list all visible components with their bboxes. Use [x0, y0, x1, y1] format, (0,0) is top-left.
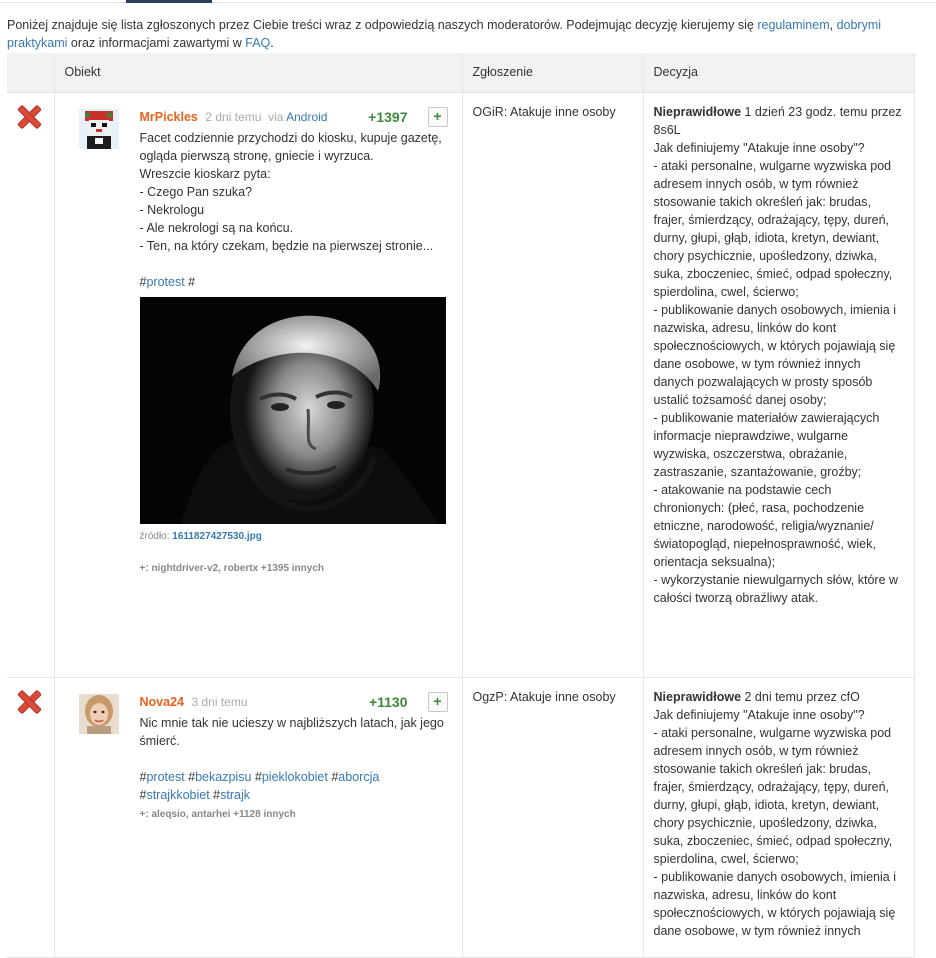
tag-link[interactable]: aborcja — [338, 769, 380, 784]
report-reason: OGiR: Atakuje inne osoby — [472, 104, 616, 119]
top-tabs-border — [0, 0, 936, 3]
decision-status: Nieprawidłowe — [653, 104, 742, 119]
decision-text: Jak definiujemy "Atakuje inne osoby"? - ataki personalne, wulgarne wyzwiska pod adresem innych osób, w tym również stosowanie takich określeń jak: brudas, frajer, śmierdzący, odrażający, tępy, dureń, durny, głupi, głąb, idiota, kretyn, dewiant, chory psychicznie, upośledzony, dziwka, suka, zboczeniec, śmieć, odpad społeczny, spierdolina, cwel, ścierwo; - publikowanie danych osobowych, imienia i nazwiska, adresu, linków do kont społecznościowych, w których pojawiają się dane osobowe, w tym również innych danych pozwalających w prosty sposób ustalić tożsamość danej osoby; - publikowanie materiałów zawierających informacje nieprawdziwe, wulgarne wyzwiska, oszczerstwa, obrażanie, zastraszanie, szantażowanie, groźby; - atakowanie na podstawie cech chronionych: (płeć, rasa, pochodzenie etniczne, narodowość, religia/wyznanie/ światopogląd, niepełnosprawność, wiek, orientacja seksualna); - wykorzystanie niewulgarnych słów, które w całości tworzą obraźliwy atak. — [653, 140, 899, 605]
decision-cell — [643, 677, 914, 957]
reject-x-icon — [17, 690, 41, 714]
entry-body: Facet codziennie przychodzi do kiosku, kupuje gazetę, ogląda pierwszą stronę, gniecie i wyrzuca. Wreszcie kioskarz pyta: - Czego Pan szuka? - Nekrologu - Ale nekrologi są na końcu. - Ten, na który czekam, będzie na pierwszej stronie... — [139, 130, 442, 253]
hash-mark: # — [139, 274, 147, 289]
table-row — [7, 677, 914, 957]
status-cell — [7, 677, 54, 957]
intro-text-part: . — [270, 36, 274, 50]
report-cell — [462, 92, 643, 677]
via-label: via — [268, 109, 284, 124]
entry-time: 3 dni temu — [191, 694, 248, 709]
entry-meta — [191, 695, 247, 709]
active-tab-indicator — [126, 0, 212, 3]
entry — [55, 93, 462, 594]
source-file-link[interactable]: 1611827427530.jpg — [172, 530, 262, 542]
intro-text — [7, 16, 927, 52]
object-cell — [54, 677, 462, 957]
object-cell — [54, 92, 462, 677]
entry-body: Nic mnie tak nie ucieszy w najbliższych latach, jak jego śmierć. — [139, 715, 444, 748]
header-status — [7, 53, 54, 92]
report-cell — [462, 677, 643, 957]
source-label: źródło: — [139, 530, 170, 542]
app-link[interactable]: Android — [286, 109, 328, 124]
image-source — [140, 528, 448, 546]
tag-link[interactable]: strajkkobiet — [146, 787, 210, 802]
reject-x-icon — [17, 105, 41, 129]
intro-text-part: , — [829, 18, 837, 32]
decision-text: Jak definiujemy "Atakuje inne osoby"? - ataki personalne, wulgarne wyzwiska pod adresem innych osób, w tym również stosowanie takich określeń jak: brudas, frajer, śmierdzący, odrażający, tępy, dureń, durny, głupi, głąb, idiota, kretyn, dewiant, chory psychicznie, upośledzony, dziwka, suka, zboczeniec, śmieć, odpad społeczny, spierdolina, cwel, ścierwo; - publikowanie danych osobowych, imienia i nazwiska, adresu, linków do kont społecznościowych, w których pojawiają się dane osobowe, w tym również innych — [653, 707, 896, 938]
entry — [55, 678, 462, 840]
entry-header — [140, 692, 448, 712]
reports-table — [7, 53, 915, 958]
tag-link[interactable]: strajk — [220, 787, 250, 802]
decision-heading — [654, 688, 904, 706]
entry-time: 2 dni temu — [205, 109, 262, 124]
decision-cell — [643, 92, 914, 677]
header-object: Obiekt — [54, 53, 462, 92]
header-report: Zgłoszenie — [462, 53, 643, 92]
table-header-row — [7, 53, 914, 92]
upvote-plus-icon[interactable]: + — [428, 107, 448, 127]
tag-link[interactable]: pieklokobiet — [261, 769, 328, 784]
entry-tags — [140, 273, 448, 291]
entry-meta — [205, 110, 327, 124]
author-link[interactable]: Nova24 — [139, 694, 184, 709]
tag-link[interactable]: protest — [146, 769, 185, 784]
status-cell — [7, 92, 54, 677]
good-practices-link[interactable]: dobrymi praktykami — [7, 18, 882, 50]
report-reason: OgzP: Atakuje inne osoby — [472, 689, 616, 704]
author-link[interactable]: MrPickles — [139, 109, 198, 124]
intro-text-part: Poniżej znajduje się lista zgłoszonych przez Ciebie treści wraz z odpowiedzią naszych moderatorów. Podejmując decyzję kierujemy się — [7, 18, 758, 32]
decision-meta: 1 dzień 23 godz. temu przez 8s6L — [653, 104, 902, 137]
decision-meta: 2 dni temu przez cfO — [741, 689, 860, 704]
voters-list[interactable]: +: aleqsio, antarhei +1128 innych — [139, 808, 296, 820]
header-decision: Decyzja — [643, 53, 914, 92]
avatar[interactable] — [79, 109, 119, 149]
entry-header — [140, 107, 448, 127]
rules-link[interactable]: regulaminem — [757, 18, 830, 32]
decision-status: Nieprawidłowe — [653, 689, 742, 704]
hash-mark: # — [184, 274, 196, 289]
vote-count: +1130 — [368, 693, 408, 710]
faq-link[interactable]: FAQ — [245, 36, 271, 50]
voters-list[interactable]: +: nightdriver-v2, robertx +1395 innych — [139, 562, 325, 574]
entry-tags: #protest #bekazpisu #pieklokobiet #aborcja #strajkkobiet #strajk — [139, 769, 380, 802]
table-row — [7, 92, 914, 677]
tag-link[interactable]: bekazpisu — [195, 769, 252, 784]
tag-link[interactable]: protest — [146, 274, 185, 289]
entry-image[interactable] — [140, 297, 446, 524]
intro-text-part: oraz informacjami zawartymi w — [67, 36, 246, 50]
avatar[interactable] — [79, 694, 119, 734]
upvote-plus-icon[interactable]: + — [428, 692, 448, 712]
decision-heading — [654, 103, 904, 139]
vote-count: +1397 — [368, 108, 408, 125]
